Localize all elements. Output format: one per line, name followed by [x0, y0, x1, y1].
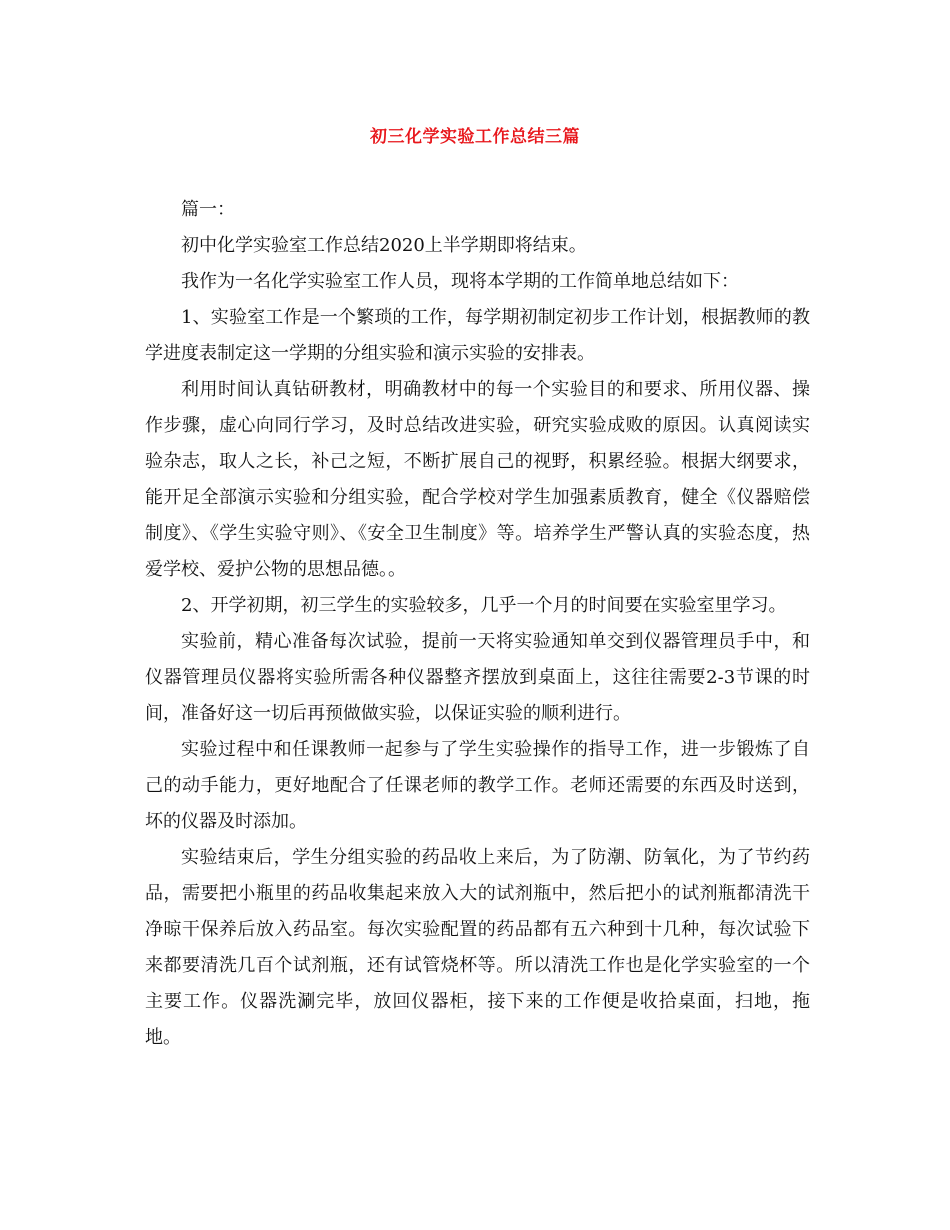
paragraph: 实验过程中和任课教师一起参与了学生实验操作的指导工作，进一步锻炼了自己的动手能力，更好地配合了任课老师的教学工作。老师还需要的东西及时送到，坏的仪器及时添加。 — [145, 739, 810, 832]
paragraph: 实验结束后，学生分组实验的药品收上来后，为了防潮、防氧化，为了节约药品，需要把小瓶里的药品收集起来放入大的试剂瓶中，然后把小的试剂瓶都清洗干净晾干保养后放入药品室。每次实验配置的药品都有五六种到十几种，每次试验下来都要清洗几百个试剂瓶，还有试管烧杯等。所以清洗工作也是化学实验室的一个主要工作。仪器洗涮完毕，放回仪器柜，接下来的工作便是收拾桌面，扫地，拖地。 — [145, 847, 810, 1048]
document-title: 初三化学实验工作总结三篇 — [370, 127, 580, 147]
document-body — [145, 192, 810, 1056]
paragraph: 我作为一名化学实验室工作人员，现将本学期的工作简单地总结如下： — [181, 271, 739, 292]
paragraph: 初中化学实验室工作总结2020上半学期即将结束。 — [181, 235, 587, 256]
paragraph-section-heading: 篇一： — [181, 199, 235, 220]
paragraph: 实验前，精心准备每次试验，提前一天将实验通知单交到仪器管理员手中，和仪器管理员仪器将实验所需各种仪器整齐摆放到桌面上，这往往需要2-3节课的时间，准备好这一切后再预做做实验，以保证实验的顺利进行。 — [145, 631, 810, 724]
paragraph: 1、实验室工作是一个繁琐的工作，每学期初制定初步工作计划，根据教师的教学进度表制定这一学期的分组实验和演示实验的安排表。 — [145, 307, 810, 364]
paragraph: 利用时间认真钻研教材，明确教材中的每一个实验目的和要求、所用仪器、操作步骤，虚心向同行学习，及时总结改进实验，研究实验成败的原因。认真阅读实验杂志，取人之长，补己之短，不断扩展自己的视野，积累经验。根据大纲要求，能开足全部演示实验和分组实验，配合学校对学生加强素质教育，健全《仪器赔偿制度》、《学生实验守则》、《安全卫生制度》等。培养学生严警认真的实验态度，热爱学校、爱护公物的思想品德。。 — [145, 379, 810, 580]
paragraph: 2、开学初期，初三学生的实验较多，几乎一个月的时间要在实验室里学习。 — [181, 595, 787, 616]
